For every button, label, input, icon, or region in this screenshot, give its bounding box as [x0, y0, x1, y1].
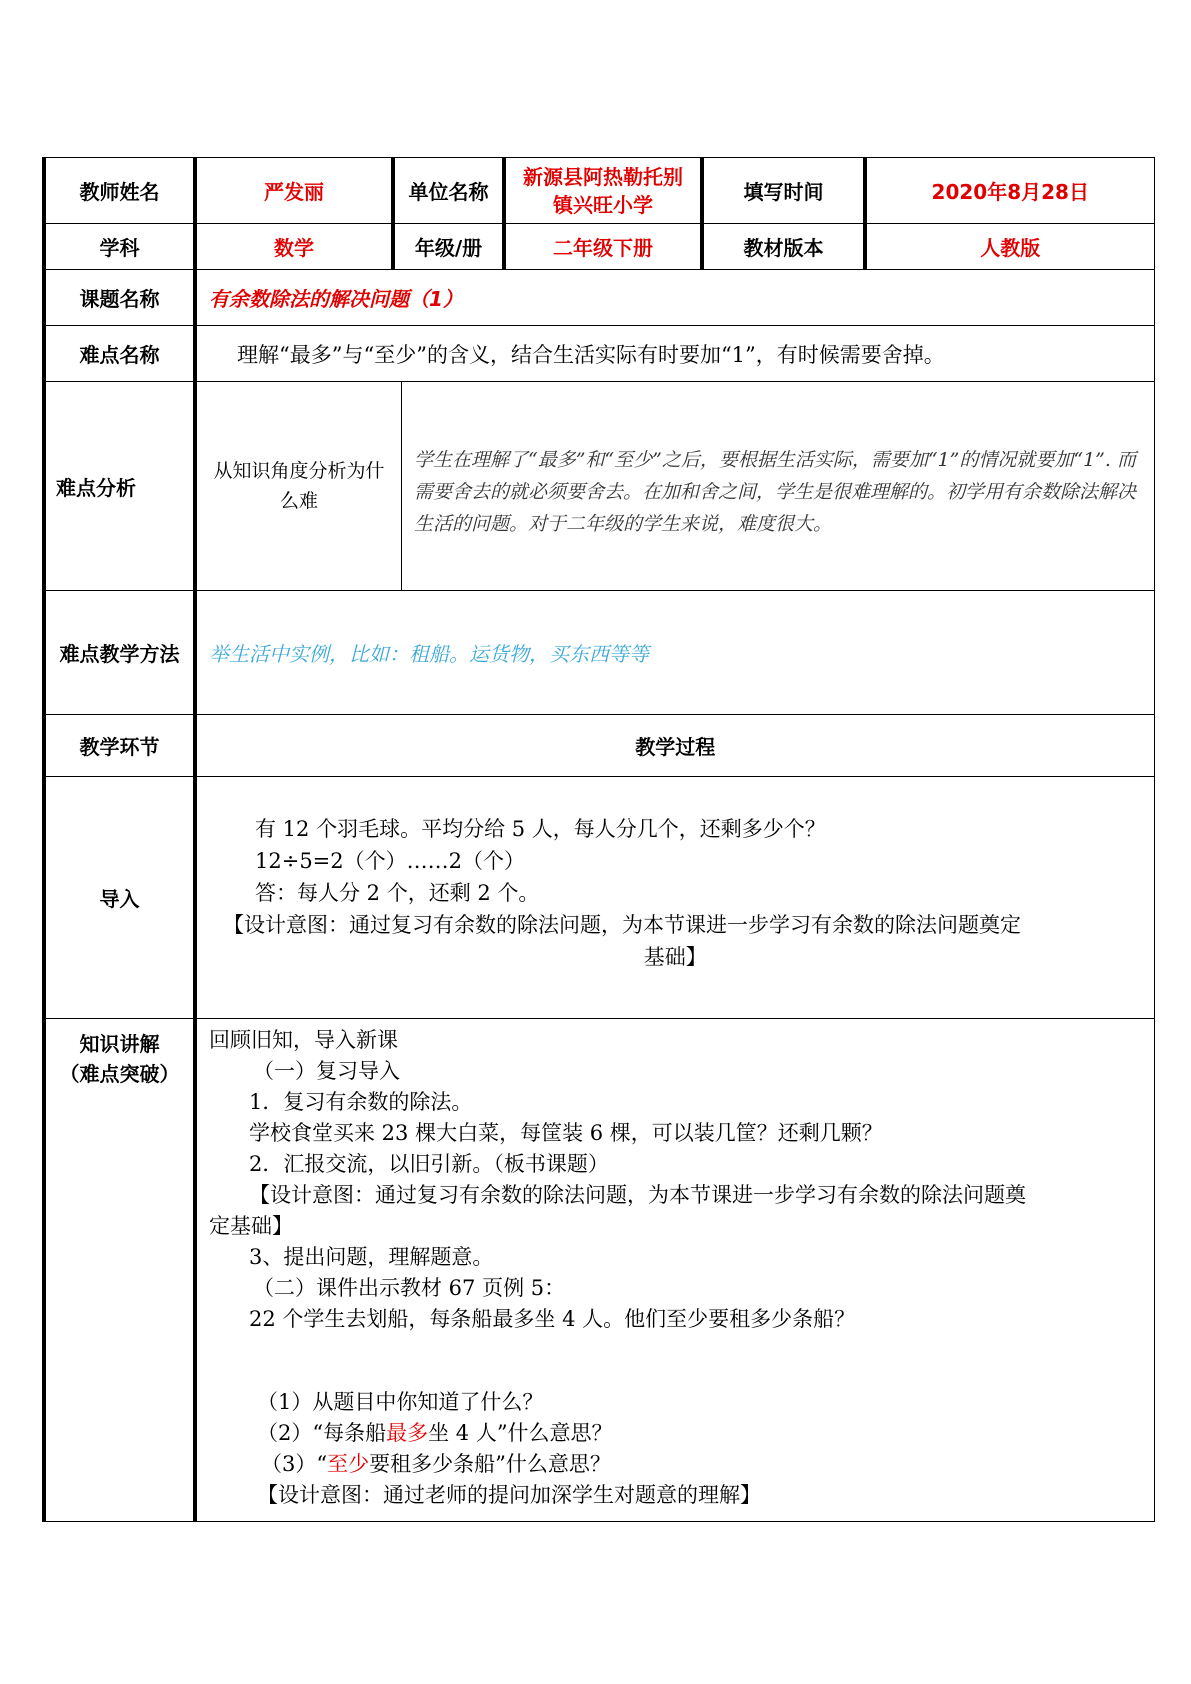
edition-label: 教材版本	[702, 224, 865, 270]
edition-value: 人教版	[865, 224, 1154, 270]
unit-value-line1: 新源县阿热勒托别	[523, 164, 683, 189]
process-label: 教学过程	[195, 715, 1154, 777]
fill-time-label: 填写时间	[702, 158, 865, 224]
q2-post: 坐 4 人”什么意思？	[428, 1421, 613, 1445]
knowledge-line: （二）课件出示教材 67 页例 5：	[253, 1276, 566, 1300]
intro-label: 导入	[44, 777, 195, 1019]
unit-value	[504, 158, 702, 224]
method-value: 举生活中实例，比如：租船。运货物，买东西等等	[195, 591, 1154, 715]
knowledge-line: 回顾旧知，导入新课	[209, 1028, 398, 1052]
analysis-cell	[195, 382, 1154, 591]
knowledge-row	[44, 1019, 1154, 1522]
q3-post: 要租多少条船”什么意思？	[369, 1452, 611, 1476]
knowledge-line: 【设计意图：通过老师的提问加深学生对题意的理解】	[257, 1483, 761, 1507]
analysis-wrap	[197, 382, 1154, 590]
topic-row	[44, 270, 1154, 326]
knowledge-line: 22 个学生去划船，每条船最多坐 4 人。他们至少要租多少条船？	[249, 1307, 856, 1331]
knowledge-gap	[209, 1335, 1142, 1387]
stage-label: 教学环节	[44, 715, 195, 777]
q3-highlight: 至少	[327, 1452, 370, 1476]
q2-pre: （2）“每条船	[257, 1421, 387, 1445]
subject-label: 学科	[44, 224, 195, 270]
header-row-1	[44, 158, 1154, 224]
knowledge-label-line2: （难点突破）	[59, 1062, 180, 1086]
intro-line: 【设计意图：通过复习有余数的除法问题，为本节课进一步学习有余数的除法问题奠定	[223, 913, 1021, 937]
knowledge-line: 2．汇报交流，以旧引新。（板书课题）	[249, 1152, 609, 1176]
method-label: 难点教学方法	[44, 591, 195, 715]
q2-highlight: 最多	[386, 1421, 429, 1445]
difficulty-value: 理解“最多”与“至少”的含义，结合生活实际有时要加“1”，有时候需要舍掉。	[195, 326, 1154, 382]
analysis-row	[44, 382, 1154, 591]
difficulty-row	[44, 326, 1154, 382]
unit-value-line2: 镇兴旺小学	[553, 192, 653, 217]
intro-line: 答：每人分 2 个，还剩 2 个。	[255, 881, 540, 905]
knowledge-question-2	[209, 1418, 1142, 1449]
knowledge-line: 1．复习有余数的除法。	[249, 1090, 473, 1114]
knowledge-question-3	[209, 1449, 1142, 1480]
intro-content	[195, 777, 1154, 1019]
teacher-value: 严发丽	[195, 158, 393, 224]
grade-label: 年级/册	[393, 224, 504, 270]
analysis-label: 难点分析	[44, 382, 195, 591]
intro-line: 基础】	[643, 945, 707, 969]
topic-label: 课题名称	[44, 270, 195, 326]
knowledge-line: 【设计意图：通过复习有余数的除法问题，为本节课进一步学习有余数的除法问题奠	[249, 1183, 1026, 1207]
knowledge-line: （一）复习导入	[253, 1059, 400, 1083]
intro-line: 有 12 个羽毛球。平均分给 5 人，每人分几个，还剩多少个？	[255, 817, 826, 841]
fill-time-value: 2020年8月28日	[865, 158, 1154, 224]
difficulty-label: 难点名称	[44, 326, 195, 382]
knowledge-line: 学校食堂买来 23 棵大白菜，每筐装 6 棵，可以装几筐？还剩几颗？	[249, 1121, 883, 1145]
header-row-2	[44, 224, 1154, 270]
topic-value: 有余数除法的解决问题（1）	[195, 270, 1154, 326]
q3-pre: （3）“	[261, 1452, 328, 1476]
knowledge-question-1: （1）从题目中你知道了什么？	[257, 1390, 544, 1414]
knowledge-label	[44, 1019, 195, 1522]
knowledge-label-line1: 知识讲解	[79, 1032, 160, 1056]
grade-value: 二年级下册	[504, 224, 702, 270]
intro-line: 12÷5=2（个）……2（个）	[255, 849, 525, 873]
intro-row	[44, 777, 1154, 1019]
unit-label: 单位名称	[393, 158, 504, 224]
analysis-text: 学生在理解了“最多”和“至少”之后，要根据生活实际，需要加“1”的情况就要加“1”. 而需要舍去的就必须要舍去。在加和舍之间，学生是很难理解的。初学用有余数除法解决生活的问题。对于二年级的学生来说，难度很大。	[414, 449, 1137, 535]
teacher-label: 教师姓名	[44, 158, 195, 224]
subject-value: 数学	[195, 224, 393, 270]
knowledge-content	[195, 1019, 1154, 1522]
knowledge-line: 定基础】	[209, 1214, 293, 1238]
process-header-row	[44, 715, 1154, 777]
analysis-sub-label: 从知识角度分析为什么难	[197, 382, 402, 590]
lesson-plan-table	[42, 157, 1155, 1522]
method-row	[44, 591, 1154, 715]
knowledge-line: 3、提出问题，理解题意。	[249, 1245, 494, 1269]
